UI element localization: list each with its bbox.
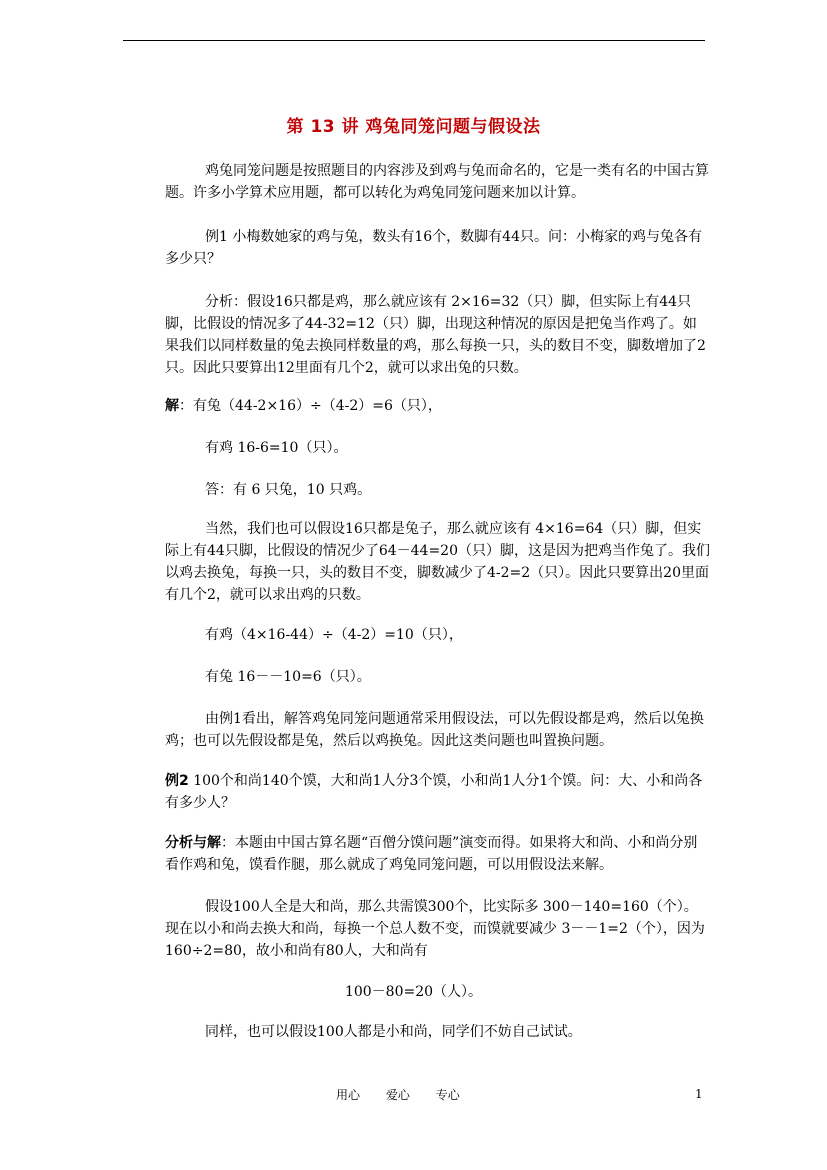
footer-item: 爱心 bbox=[385, 1088, 410, 1102]
page-number: 1 bbox=[695, 1087, 703, 1101]
alternative-analysis: 当然，我们也可以假设16只都是兔子，那么就应该有 4×16=64（只）脚，但实际上有44只脚，比假设的情况少了64－44=20（只）脚，这是因为把鸡当作兔了。我们以鸡去换兔，每换一只，头的数目不变，脚数减少了4-2=2（只）。因此只要算出20里面有几个2，就可以求出鸡的只数。 bbox=[165, 521, 710, 603]
example-2 bbox=[165, 770, 710, 814]
header-rule bbox=[123, 40, 705, 41]
analysis-2-text: ：本题由中国古算名题“百僧分馍问题”演变而得。如果将大和尚、小和尚分别看作鸡和兔，馍看作腿，那么就成了鸡兔同笼问题，可以用假设法来解。 bbox=[165, 835, 698, 873]
footer-item: 专心 bbox=[435, 1088, 460, 1102]
footer-motto bbox=[336, 1086, 482, 1103]
assumption-paragraph: 假设100人全是大和尚，那么共需馍300个，比实际多 300－140=160（个）。现在以小和尚去换大和尚，每换一个总人数不变，而馍就要减少 3－－1=2（个），因为 160÷2=80，故小和尚有80人，大和尚有 bbox=[165, 899, 705, 959]
solution-2: 有鸡 16-6=10（只）。 bbox=[205, 440, 348, 456]
intro-paragraph: 鸡兔同笼问题是按照题目的内容涉及到鸡与兔而命名的，它是一类有名的中国古算题。许多小学算术应用题，都可以转化为鸡兔同笼问题来加以计算。 bbox=[165, 163, 709, 201]
analysis-1: 分析：假设16只都是鸡，那么就应该有 2×16=32（只）脚，但实际上有44只脚，比假设的情况多了44-32=12（只）脚，出现这种情况的原因是把兔当作鸡了。如果我们以同样数量的兔去换同样数量的鸡，那么每换一只，头的数目不变，脚数增加了2只。因此只要算出12里面有几个2，就可以求出兔的只数。 bbox=[165, 294, 706, 376]
solution-1 bbox=[165, 395, 710, 417]
solution-1-text: ：有兔（44-2×16）÷（4-2）=6（只）， bbox=[179, 398, 442, 414]
analysis-2 bbox=[165, 832, 710, 876]
summary-paragraph: 由例1看出，解答鸡兔同笼问题通常采用假设法，可以先假设都是鸡，然后以兔换鸡；也可以先假设都是兔，然后以鸡换兔。因此这类问题也叫置换问题。 bbox=[165, 711, 704, 749]
page-title: 第 13 讲 鸡兔同笼问题与假设法 bbox=[286, 117, 541, 137]
formula-line: 100－80=20（人）。 bbox=[344, 984, 483, 1000]
example-2-label: 例2 bbox=[165, 773, 189, 789]
closing-paragraph: 同样，也可以假设100人都是小和尚，同学们不妨自己试试。 bbox=[205, 1024, 582, 1040]
alternative-solution-1: 有鸡（4×16-44）÷（4-2）=10（只）， bbox=[205, 627, 463, 643]
alternative-solution-2: 有兔 16－－10=6（只）。 bbox=[205, 669, 371, 685]
example-2-text: 100个和尚140个馍，大和尚1人分3个馍，小和尚1人分1个馍。问：大、小和尚各有多少人？ bbox=[165, 773, 703, 811]
solution-label: 解 bbox=[165, 398, 179, 414]
answer-1: 答：有 6 只兔，10 只鸡。 bbox=[205, 482, 372, 498]
footer-item: 用心 bbox=[336, 1088, 361, 1102]
example-1: 例1 小梅数她家的鸡与兔，数头有16个，数脚有44只。问：小梅家的鸡与兔各有多少只？ bbox=[165, 229, 702, 267]
analysis-2-label: 分析与解 bbox=[165, 835, 221, 851]
